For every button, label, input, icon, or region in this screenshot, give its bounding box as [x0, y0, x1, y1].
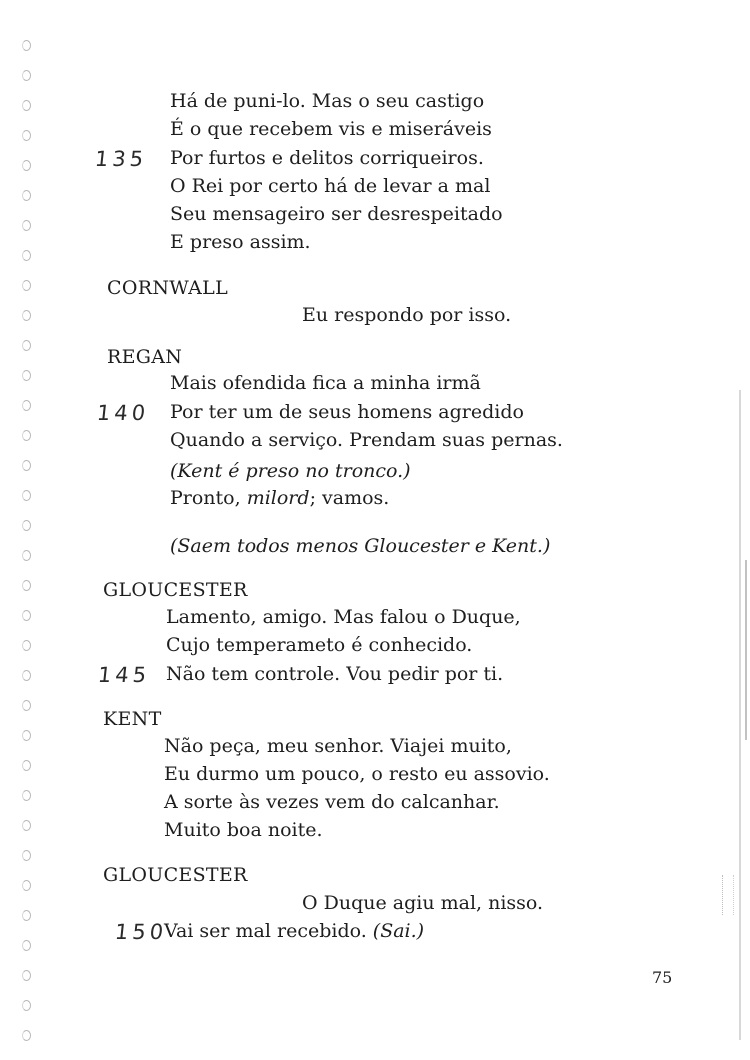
scan-edge-line [739, 390, 741, 1040]
verse-line: Eu durmo um pouco, o resto eu assovio. [164, 763, 550, 785]
scan-edge-line [745, 560, 747, 740]
verse-line: Muito boa noite. [164, 819, 323, 841]
binding-holes [18, 40, 42, 1050]
verse-line: Não tem controle. Vou pedir por ti. [166, 663, 504, 685]
speaker-name: CORNWALL [107, 277, 228, 299]
verse-line: Vai ser mal recebido. (Sai.) [164, 920, 425, 942]
verse-line: É o que recebem vis e miseráveis [170, 118, 492, 140]
verse-line: Por ter um de seus homens agredido [170, 401, 524, 423]
verse-line: A sorte às vezes vem do calcanhar. [164, 791, 500, 813]
verse-line: Eu respondo por isso. [302, 304, 512, 326]
verse-line: Mais ofendida fica a minha irmã [170, 372, 481, 394]
verse-line: E preso assim. [170, 231, 311, 253]
handwritten-line-number: 150 [113, 920, 169, 944]
handwritten-line-number: 140 [95, 401, 151, 425]
scan-edge-marks [722, 875, 734, 915]
page-number: 75 [652, 968, 673, 987]
verse-line: Cujo temperameto é conhecido. [166, 634, 473, 656]
verse-line: Não peça, meu senhor. Viajei muito, [164, 735, 512, 757]
stage-direction: (Saem todos menos Gloucester e Kent.) [170, 535, 551, 557]
stage-direction: (Kent é preso no tronco.) [170, 460, 411, 482]
speaker-name: GLOUCESTER [103, 864, 248, 886]
speaker-name: REGAN [107, 346, 183, 368]
speaker-name: KENT [103, 708, 162, 730]
handwritten-line-number: 145 [96, 663, 152, 687]
verse-line: O Rei por certo há de levar a mal [170, 175, 491, 197]
verse-line: Por furtos e delitos corriqueiros. [170, 147, 484, 169]
verse-line: Pronto, milord; vamos. [170, 487, 390, 509]
handwritten-line-number: 135 [93, 147, 149, 171]
verse-line: Seu mensageiro ser desrespeitado [170, 203, 503, 225]
verse-line: Quando a serviço. Prendam suas pernas. [170, 429, 563, 451]
speaker-name: GLOUCESTER [103, 579, 248, 601]
verse-line: Há de puni-lo. Mas o seu castigo [170, 90, 485, 112]
verse-line: Lamento, amigo. Mas falou o Duque, [166, 606, 521, 628]
verse-line: O Duque agiu mal, nisso. [302, 892, 544, 914]
